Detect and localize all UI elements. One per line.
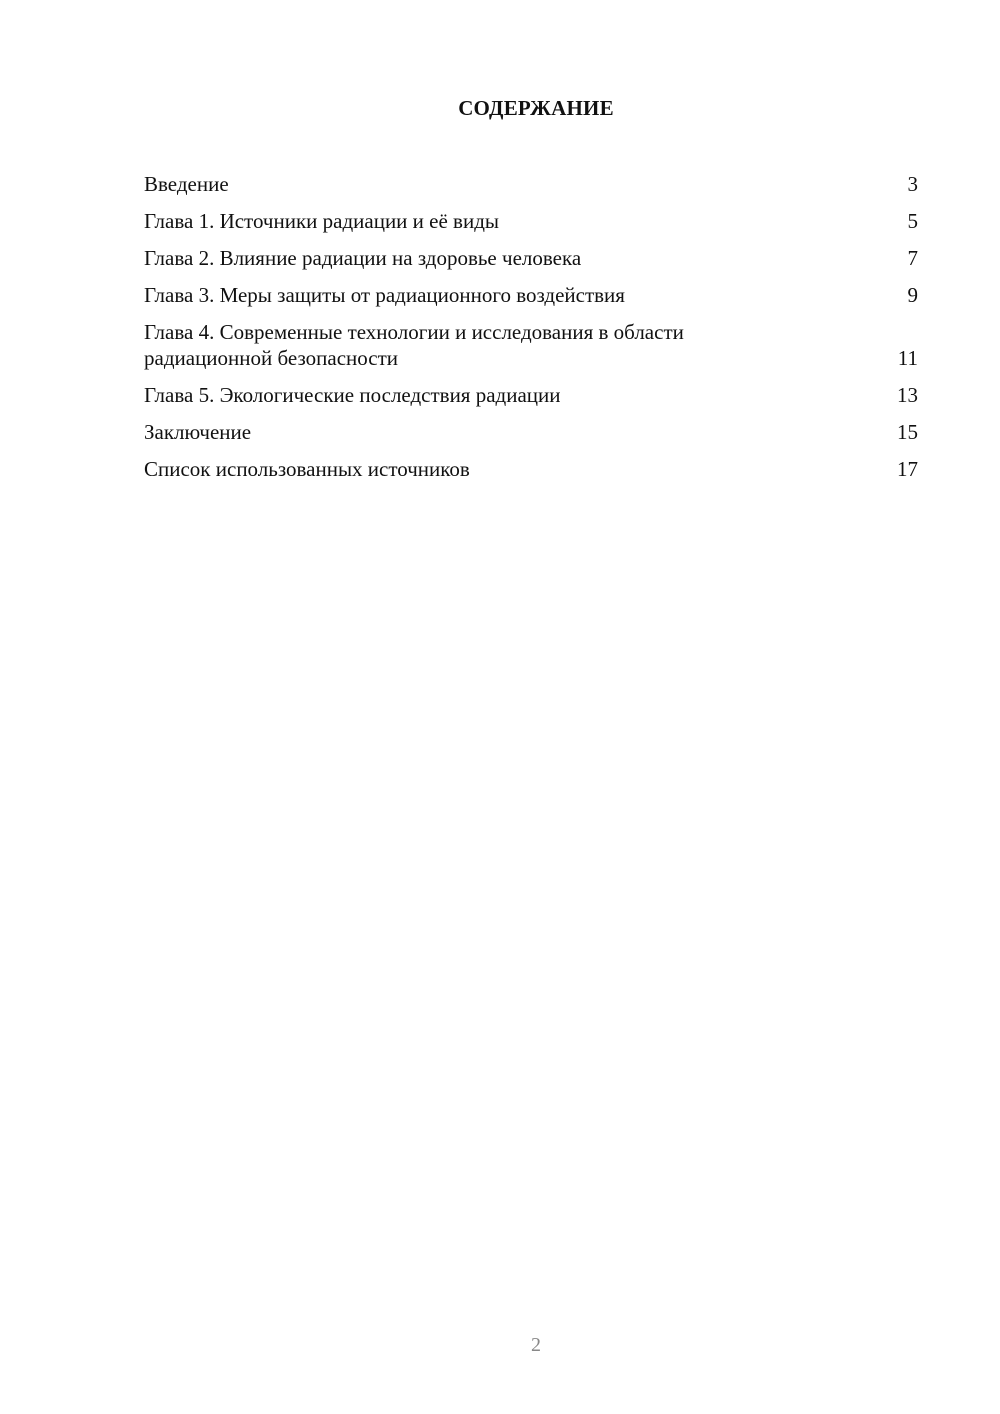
page-number: 2 [531,1334,541,1356]
toc-entry-label: Заключение [144,420,252,444]
toc-entry-label: Глава 3. Меры защиты от радиационного воздействия [144,283,625,307]
toc-item-chapter-4 [144,319,918,371]
toc-entry-page: 15 [897,420,918,444]
toc-entry-page: 13 [897,383,918,407]
toc-entry-page: 11 [897,346,918,370]
toc-item-conclusion [144,419,918,445]
toc-entry-label: Список использованных источников [144,457,470,481]
toc-item-chapter-5 [144,382,918,408]
toc-title: СОДЕРЖАНИЕ [458,96,614,120]
toc-entry-label: Глава 2. Влияние радиации на здоровье человека [144,246,582,270]
toc-entry-label: Глава 4. Современные технологии и исследования в области радиационной безопасности [144,320,684,370]
toc-item-chapter-1 [144,208,918,234]
toc-entry-page: 7 [907,246,918,270]
toc-entry-page: 9 [907,283,918,307]
toc-item-chapter-3 [144,282,918,308]
toc-item-chapter-2 [144,245,918,271]
toc-entry-label: Глава 1. Источники радиации и её виды [144,209,500,233]
toc-entry-page: 5 [907,209,918,233]
toc-item-references [144,456,918,482]
toc-entry-page: 3 [907,172,918,196]
toc-entry-label: Глава 5. Экологические последствия радиации [144,383,561,407]
toc-entry-label: Введение [144,172,229,196]
toc-entry-page: 17 [897,457,918,481]
table-of-contents [144,171,918,493]
toc-item-introduction [144,171,918,197]
